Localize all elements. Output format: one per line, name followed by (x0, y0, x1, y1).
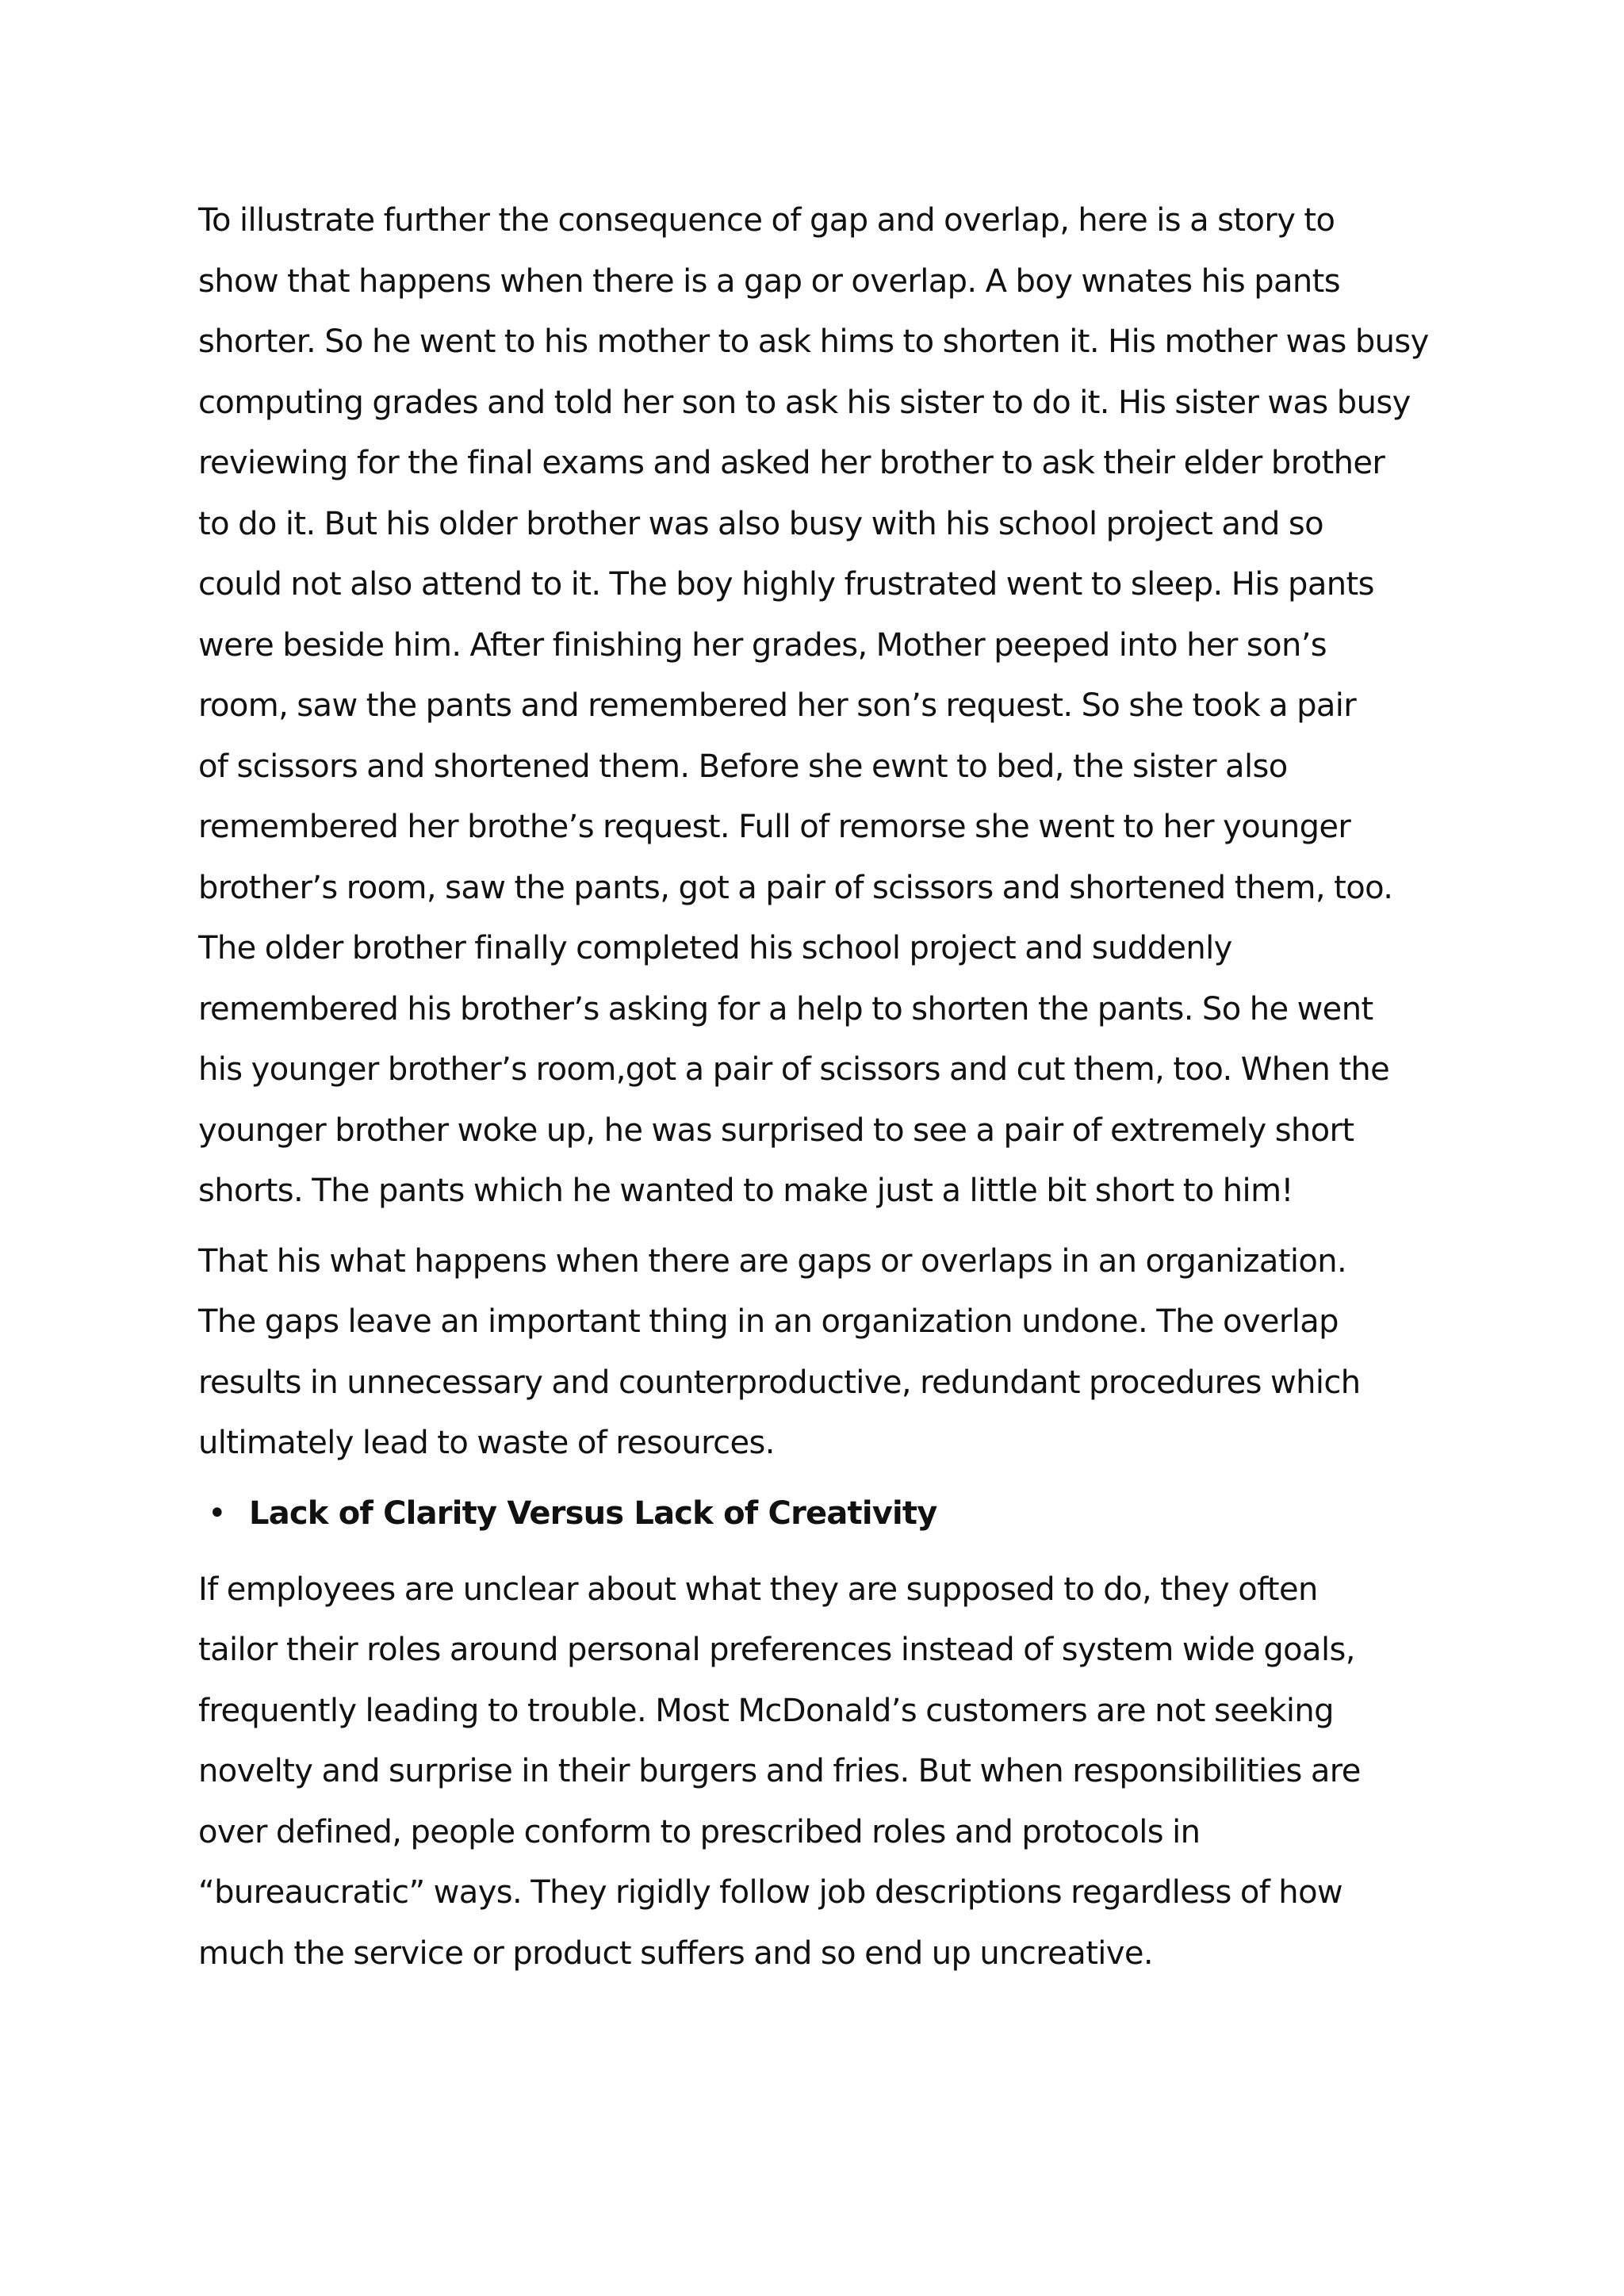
paragraph-gaps-overlaps-summary: That his what happens when there are gaps or overlaps in an organization. The gaps leave an important thing in an organization undone. The overlap results in unnecessary and counterproductive, redundant procedures which ultimately lead to waste of resources. (198, 1242, 1361, 1461)
paragraph-clarity-creativity: If employees are unclear about what they are supposed to do, they often tailor their roles around personal preferences instead of system wide goals, frequently leading to trouble. Most McDonald’s customers are not seeking novelty and surprise in their burgers and fries. But when responsibilities are over defined, people conform to prescribed roles and protocols in “bureaucratic” ways. They rigidly follow job descriptions regardless of how much the service or product suffers and so end up uncreative. (198, 1571, 1361, 1972)
bullet-icon: • (208, 1494, 227, 1532)
paragraph-gap-overlap-story: To illustrate further the consequence of gap and overlap, here is a story to show that happens when there is a gap or overlap. A boy wnates his pants shorter. So he went to his mother to ask hims to shorten it. His mother was busy computing grades and told her son to ask his sister to do it. His sister was busy reviewing for the final exams and asked her brother to ask their elder brother to do it. But his older brother was also busy with his school project and so could not also attend to it. The boy highly frustrated went to sleep. His pants were beside him. After finishing her grades, Mother peeped into her son’s room, saw the pants and remembered her son’s request. So she took a pair of scissors and shortened them. Before she ewnt to bed, the sister also remembered her brothe’s request. Full of remorse she went to her younger brother’s room, saw the pants, got a pair of scissors and shortened them, too. The older brother finally completed his school project and suddenly remembered his brother’s asking for a help to shorten the pants. So he went his younger brother’s room,got a pair of scissors and cut them, too. When the younger brother woke up, he was surprised to see a pair of extremely short shorts. The pants which he wanted to make just a little bit short to him! (198, 202, 1429, 1209)
bullet-heading-row (198, 1483, 1451, 1544)
document-body (198, 190, 1451, 1984)
section-heading: Lack of Clarity Versus Lack of Creativity (249, 1494, 937, 1532)
